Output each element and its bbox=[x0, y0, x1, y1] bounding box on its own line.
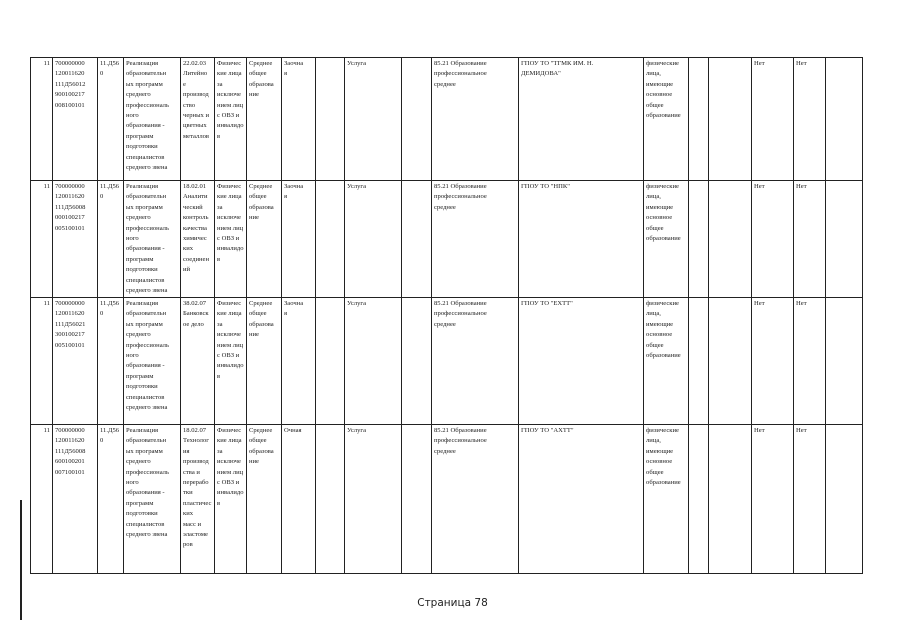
registry-code: 700000000 120011620 111Д56008 000100217 005100101 bbox=[53, 181, 98, 298]
service-name: Реализация образовательн ых программ среднего профессиональ ного образования - программ подготовки специалистов среднего звена bbox=[124, 298, 181, 425]
flag-2: Нет bbox=[794, 58, 826, 181]
study-form: Очная bbox=[282, 425, 316, 574]
empty-cell bbox=[316, 58, 345, 181]
table-row bbox=[31, 58, 863, 181]
organization-name: ГПОУ ТО "АХТТ" bbox=[519, 425, 644, 574]
study-form: Заочна я bbox=[282, 298, 316, 425]
empty-cell bbox=[402, 298, 432, 425]
empty-cell bbox=[709, 298, 752, 425]
service-type: Услуга bbox=[345, 181, 402, 298]
empty-cell bbox=[826, 58, 863, 181]
empty-cell bbox=[689, 298, 709, 425]
service-code: 11.Д56 0 bbox=[98, 58, 124, 181]
empty-cell bbox=[689, 58, 709, 181]
consumer-category: Физичес кие лица за исключе нием лиц с ОВЗ и инвалидо в bbox=[215, 181, 247, 298]
service-code: 11.Д56 0 bbox=[98, 425, 124, 574]
empty-cell bbox=[709, 425, 752, 574]
registry-code: 700000000 120011620 111Д56012 900100217 008100101 bbox=[53, 58, 98, 181]
education-level: Среднее общее образова ние bbox=[247, 425, 282, 574]
service-type: Услуга bbox=[345, 298, 402, 425]
education-level: Среднее общее образова ние bbox=[247, 298, 282, 425]
flag-1: Нет bbox=[752, 58, 794, 181]
empty-cell bbox=[316, 425, 345, 574]
row-number: 11 bbox=[31, 58, 53, 181]
empty-cell bbox=[402, 58, 432, 181]
specialty: 18.02.01 Аналити ческий контроль качества химичес ких соединен ий bbox=[181, 181, 215, 298]
consumer-description: физические лица, имеющие основное общее образование bbox=[644, 181, 689, 298]
table-row bbox=[31, 298, 863, 425]
service-code: 11.Д56 0 bbox=[98, 181, 124, 298]
consumer-category: Физичес кие лица за исключе нием лиц с ОВЗ и инвалидо в bbox=[215, 298, 247, 425]
empty-cell bbox=[316, 298, 345, 425]
consumer-description: физические лица, имеющие основное общее образование bbox=[644, 298, 689, 425]
flag-1: Нет bbox=[752, 425, 794, 574]
consumer-category: Физичес кие лица за исключе нием лиц с ОВЗ и инвалидо в bbox=[215, 58, 247, 181]
education-level: Среднее общее образова ние bbox=[247, 181, 282, 298]
okved-code: 85.21 Образование профессиональное среднее bbox=[432, 181, 519, 298]
service-type: Услуга bbox=[345, 425, 402, 574]
registry-code: 700000000 120011620 111Д56008 600100201 007100101 bbox=[53, 425, 98, 574]
organization-name: ГПОУ ТО "ЕХТТ" bbox=[519, 298, 644, 425]
empty-cell bbox=[402, 425, 432, 574]
consumer-category: Физичес кие лица за исключе нием лиц с ОВЗ и инвалидо в bbox=[215, 425, 247, 574]
registry-table bbox=[30, 57, 863, 574]
okved-code: 85.21 Образование профессиональное среднее bbox=[432, 298, 519, 425]
registry-code: 700000000 120011620 111Д56021 300100217 005100101 bbox=[53, 298, 98, 425]
empty-cell bbox=[826, 181, 863, 298]
row-number: 11 bbox=[31, 425, 53, 574]
consumer-description: физические лица, имеющие основное общее образование bbox=[644, 58, 689, 181]
empty-cell bbox=[316, 181, 345, 298]
education-level: Среднее общее образова ние bbox=[247, 58, 282, 181]
specialty: 22.02.03 Литейно е производ ство черных и цветных металлов bbox=[181, 58, 215, 181]
service-name: Реализация образовательн ых программ среднего профессиональ ного образования - программ подготовки специалистов среднего звена bbox=[124, 425, 181, 574]
empty-cell bbox=[826, 425, 863, 574]
row-number: 11 bbox=[31, 181, 53, 298]
row-number: 11 bbox=[31, 298, 53, 425]
service-name: Реализация образовательн ых программ среднего профессиональ ного образования - программ подготовки специалистов среднего звена bbox=[124, 58, 181, 181]
empty-cell bbox=[709, 58, 752, 181]
empty-cell bbox=[689, 181, 709, 298]
organization-name: ГПОУ ТО "НПК" bbox=[519, 181, 644, 298]
specialty: 18.02.07 Технолог ия производ ства и перерабо тки пластичес ких масс и эластоме ров bbox=[181, 425, 215, 574]
flag-1: Нет bbox=[752, 298, 794, 425]
organization-name: ГПОУ ТО "ТГМК ИМ. Н. ДЕМИДОВА" bbox=[519, 58, 644, 181]
empty-cell bbox=[826, 298, 863, 425]
consumer-description: физические лица, имеющие основное общее образование bbox=[644, 425, 689, 574]
study-form: Заочна я bbox=[282, 181, 316, 298]
flag-2: Нет bbox=[794, 425, 826, 574]
study-form: Заочна я bbox=[282, 58, 316, 181]
empty-cell bbox=[709, 181, 752, 298]
okved-code: 85.21 Образование профессиональное среднее bbox=[432, 58, 519, 181]
table-row bbox=[31, 425, 863, 574]
empty-cell bbox=[402, 181, 432, 298]
service-name: Реализация образовательн ых программ среднего профессиональ ного образования - программ подготовки специалистов среднего звена bbox=[124, 181, 181, 298]
flag-2: Нет bbox=[794, 298, 826, 425]
specialty: 38.02.07 Банковск ое дело bbox=[181, 298, 215, 425]
empty-cell bbox=[689, 425, 709, 574]
okved-code: 85.21 Образование профессиональное среднее bbox=[432, 425, 519, 574]
service-type: Услуга bbox=[345, 58, 402, 181]
service-code: 11.Д56 0 bbox=[98, 298, 124, 425]
flag-1: Нет bbox=[752, 181, 794, 298]
page-number: Страница 78 bbox=[417, 597, 488, 609]
flag-2: Нет bbox=[794, 181, 826, 298]
table-row bbox=[31, 181, 863, 298]
